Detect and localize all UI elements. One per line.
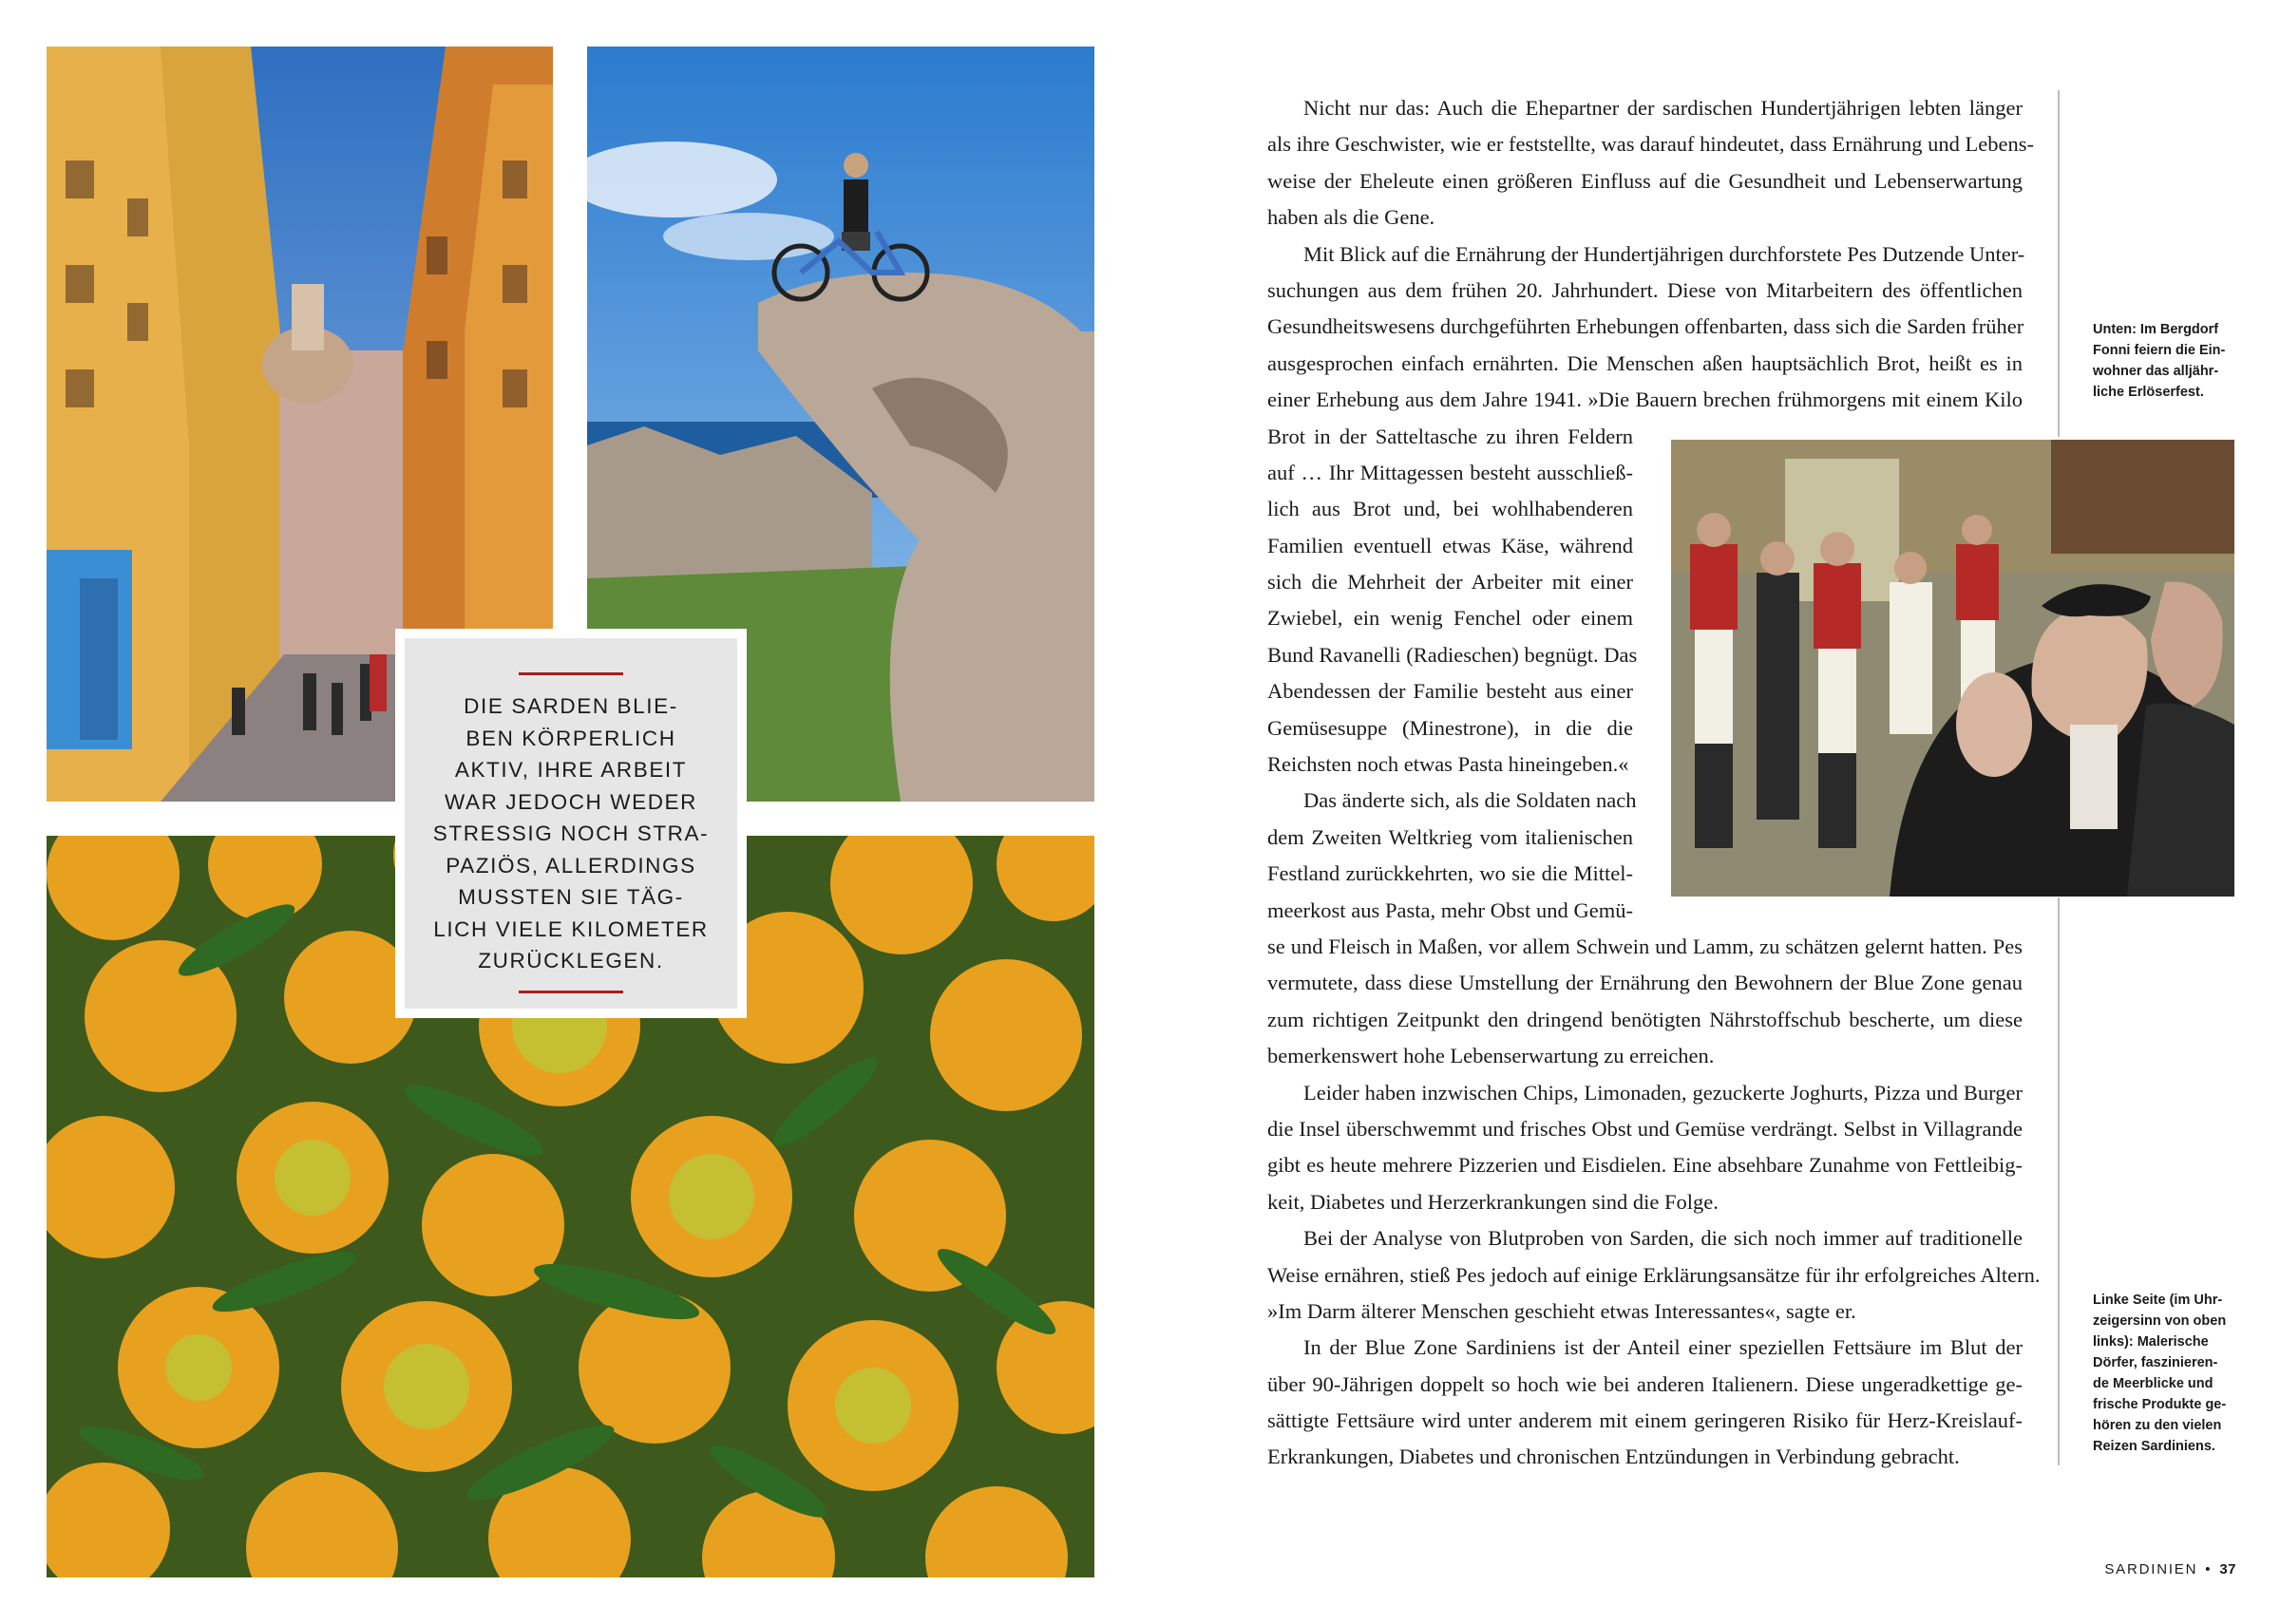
body-line: »Im Darm älterer Menschen geschieht etwas Interessantes«, sagte er. xyxy=(1267,1298,1856,1323)
caption-line: liche Erlöserfest. xyxy=(2093,385,2204,400)
pull-quote-top-rule xyxy=(519,672,623,675)
page-footer xyxy=(2104,1561,2236,1577)
pull-quote-line: DIE SARDEN BLIE- xyxy=(464,694,678,718)
pull-quote-line: STRESSIG NOCH STRA- xyxy=(432,821,710,845)
pull-quote-line: ZURÜCKLEGEN. xyxy=(478,949,664,973)
caption-line: wohner das alljähr- xyxy=(2093,364,2219,379)
body-line: Festland zurückkehrten, wo sie die Mittel- xyxy=(1267,861,1633,886)
body-line: Weise ernähren, stieß Pes jedoch auf einige Erklärungsansätze für ihr erfolgreiches Altern. xyxy=(1267,1262,2041,1287)
body-line: die Insel überschwemmt und frisches Obst und Gemüse verdrängt. Selbst in Villagrande xyxy=(1267,1116,2023,1141)
body-line: Gemüsesuppe (Minestrone), in die die xyxy=(1267,715,1633,740)
body-line: Erkrankungen, Diabetes und chronischen Entzündungen in Verbindung gebracht. xyxy=(1267,1445,1960,1469)
body-line: se und Fleisch in Maßen, vor allem Schwein und Lamm, zu schätzen gelernt hatten. Pes xyxy=(1267,934,2023,958)
pull-quote-line: AKTIV, IHRE ARBEIT xyxy=(454,758,688,782)
pull-quote-line: MUSSTEN SIE TÄG- xyxy=(458,885,684,909)
body-line: auf … Ihr Mittagessen besteht ausschließ- xyxy=(1267,460,1633,484)
body-line: haben als die Gene. xyxy=(1267,205,1435,230)
caption-line: links): Malerische xyxy=(2093,1334,2209,1350)
caption-line: Linke Seite (im Uhr- xyxy=(2093,1293,2223,1308)
pull-quote-text xyxy=(429,690,712,977)
body-line: als ihre Geschwister, wie er feststellte, was darauf hindeutet, dass Ernährung und Lebens- xyxy=(1267,132,2034,157)
body-line: In der Blue Zone Sardiniens ist der Anteil einer speziellen Fettsäure im Blut der xyxy=(1303,1335,2023,1360)
caption-line: Reizen Sardiniens. xyxy=(2093,1439,2215,1454)
body-line: Das änderte sich, als die Soldaten nach xyxy=(1303,788,1637,813)
pull-quote-panel xyxy=(405,638,737,1009)
pull-quote-bottom-rule xyxy=(519,991,623,993)
caption-line: zeigersinn von oben xyxy=(2093,1313,2227,1329)
caption-line: de Meerblicke und xyxy=(2093,1376,2214,1391)
margin-rule-bottom xyxy=(2058,897,2060,1465)
body-line: über 90-Jährigen doppelt so hoch wie bei anderen Italienern. Diese ungeradkettige ge- xyxy=(1267,1371,2023,1396)
article-body xyxy=(1267,90,2041,1476)
caption-line: hören zu den vielen xyxy=(2093,1418,2222,1433)
body-line: Leider haben inzwischen Chips, Limonaden, gezuckerte Joghurts, Pizza und Burger xyxy=(1303,1080,2023,1105)
body-line: Brot in der Satteltasche zu ihren Feldern xyxy=(1267,424,1633,448)
pull-quote-line: WAR JEDOCH WEDER xyxy=(444,789,697,814)
body-line: sättigte Fettsäure wird unter anderem mit einem geringeren Risiko für Herz-Kreislauf- xyxy=(1267,1408,2023,1433)
caption-line: frische Produkte ge- xyxy=(2093,1397,2227,1412)
body-line: Mit Blick auf die Ernährung der Hundertjährigen durchforstete Pes Dutzende Unter- xyxy=(1303,241,2025,266)
body-line: Bund Ravanelli (Radieschen) begnügt. Das xyxy=(1267,642,1638,667)
caption-festival xyxy=(2093,319,2245,403)
pull-quote-box xyxy=(395,629,747,1018)
body-line: Zwiebel, ein wenig Fenchel oder einem xyxy=(1267,606,1633,631)
body-line: Reichsten noch etwas Pasta hineingeben.« xyxy=(1267,752,1629,777)
body-line: weise der Eheleute einen größeren Einfluss auf die Gesundheit und Lebenserwartung xyxy=(1267,168,2023,193)
body-line: gibt es heute mehrere Pizzerien und Eisdielen. Eine absehbare Zunahme von Fettleibig- xyxy=(1267,1153,2023,1178)
separator-dot: • xyxy=(2205,1561,2213,1577)
body-line: vermutete, dass diese Umstellung der Ernährung den Bewohnern der Blue Zone genau xyxy=(1267,971,2023,995)
body-line: Abendessen der Familie besteht aus einer xyxy=(1267,679,1633,704)
pull-quote-line: LICH VIELE KILOMETER xyxy=(433,916,709,941)
body-line: keit, Diabetes und Herzerkrankungen sind die Folge. xyxy=(1267,1189,1719,1214)
body-line: Nicht nur das: Auch die Ehepartner der sardischen Hundertjährigen lebten länger xyxy=(1303,96,2023,120)
margin-rule-top xyxy=(2058,90,2060,437)
body-line: suchungen aus dem frühen 20. Jahrhundert. Diese von Mitarbeitern des öffentlichen xyxy=(1267,277,2023,302)
caption-line: Unten: Im Bergdorf xyxy=(2093,322,2219,337)
pull-quote-line: BEN KÖRPERLICH xyxy=(466,726,676,750)
body-line: dem Zweiten Weltkrieg vom italienischen xyxy=(1267,824,1633,849)
section-name: SARDINIEN xyxy=(2104,1561,2198,1577)
body-line: Familien eventuell etwas Käse, während xyxy=(1267,533,1633,557)
body-line: lich aus Brot und, bei wohlhabenderen xyxy=(1267,497,1633,521)
body-line: zum richtigen Zeitpunkt den dringend benötigten Nährstoffschub bescherte, um diese xyxy=(1267,1007,2023,1031)
body-line: bemerkenswert hohe Lebenserwartung zu erreichen. xyxy=(1267,1044,1715,1068)
pull-quote-line: PAZIÖS, ALLERDINGS xyxy=(446,853,696,878)
body-line: meerkost aus Pasta, mehr Obst und Gemü- xyxy=(1267,897,1633,922)
caption-line: Dörfer, faszinieren- xyxy=(2093,1355,2218,1370)
body-line: Bei der Analyse von Blutproben von Sarden, die sich noch immer auf traditionelle xyxy=(1303,1226,2023,1251)
page-number: 37 xyxy=(2219,1561,2236,1577)
body-line: einer Erhebung aus dem Jahre 1941. »Die Bauern brechen frühmorgens mit einem Kilo xyxy=(1267,387,2023,412)
caption-left-page xyxy=(2093,1290,2245,1457)
caption-line: Fonni feiern die Ein- xyxy=(2093,343,2226,358)
body-line: Gesundheitswesens durchgeführten Erhebungen offenbarten, dass sich die Sarden früher xyxy=(1267,314,2024,339)
body-line: sich die Mehrheit der Arbeiter mit einer xyxy=(1267,570,1633,595)
body-line: ausgesprochen einfach ernährten. Die Menschen aßen hauptsächlich Brot, heißt es in xyxy=(1267,350,2023,375)
